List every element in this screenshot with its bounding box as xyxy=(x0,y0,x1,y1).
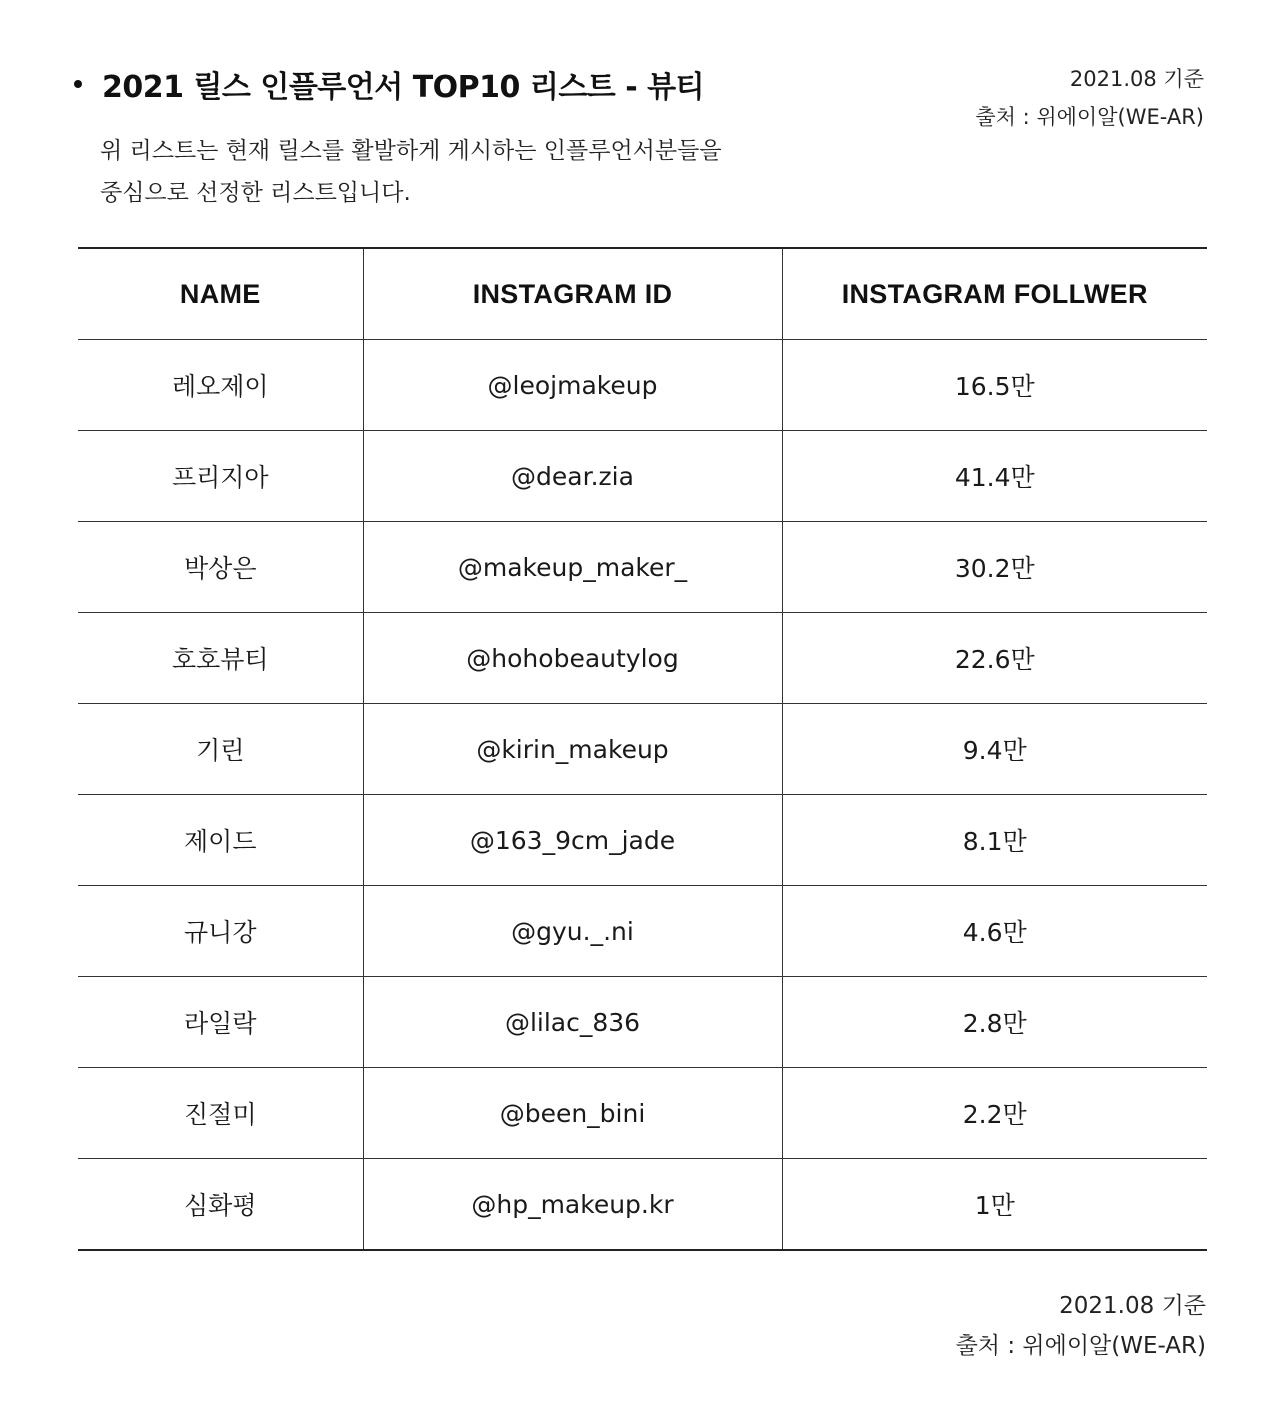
description xyxy=(100,130,800,214)
cell-name: 레오제이 xyxy=(78,340,363,431)
cell-follower: 8.1만 xyxy=(782,795,1207,886)
title-row xyxy=(70,62,704,106)
cell-instagram-id: @kirin_makeup xyxy=(363,704,782,795)
cell-name: 기린 xyxy=(78,704,363,795)
cell-instagram-id: @hohobeautylog xyxy=(363,613,782,704)
table-row xyxy=(78,886,1207,977)
table-row xyxy=(78,431,1207,522)
bullet-icon xyxy=(74,80,82,88)
reference-date: 2021.08 기준 xyxy=(1059,1293,1206,1319)
cell-name: 라일락 xyxy=(78,977,363,1068)
cell-name: 프리지아 xyxy=(78,431,363,522)
cell-instagram-id: @hp_makeup.kr xyxy=(363,1159,782,1251)
description-line: 위 리스트는 현재 릴스를 활발하게 게시하는 인플루언서분들을 xyxy=(100,138,722,164)
table-row xyxy=(78,613,1207,704)
cell-instagram-id: @gyu._.ni xyxy=(363,886,782,977)
cell-instagram-id: @leojmakeup xyxy=(363,340,782,431)
influencer-table xyxy=(78,247,1207,1251)
cell-follower: 4.6만 xyxy=(782,886,1207,977)
column-header-name: NAME xyxy=(78,248,363,340)
cell-instagram-id: @makeup_maker_ xyxy=(363,522,782,613)
table-row xyxy=(78,704,1207,795)
cell-follower: 16.5만 xyxy=(782,340,1207,431)
column-header-follower: INSTAGRAM FOLLWER xyxy=(782,248,1207,340)
cell-follower: 41.4만 xyxy=(782,431,1207,522)
table-body xyxy=(78,340,1207,1251)
meta-bottom xyxy=(956,1286,1206,1366)
cell-follower: 30.2만 xyxy=(782,522,1207,613)
table-row xyxy=(78,977,1207,1068)
source-note: 출처 : 위에이알(WE-AR) xyxy=(955,1333,1206,1359)
table-row xyxy=(78,522,1207,613)
table-header-row xyxy=(78,248,1207,340)
table-row xyxy=(78,795,1207,886)
cell-name: 진절미 xyxy=(78,1068,363,1159)
cell-name: 호호뷰티 xyxy=(78,613,363,704)
cell-name: 제이드 xyxy=(78,795,363,886)
page-title: 2021 릴스 인플루언서 TOP10 리스트 - 뷰티 xyxy=(102,70,705,105)
cell-follower: 1만 xyxy=(782,1159,1207,1251)
cell-follower: 22.6만 xyxy=(782,613,1207,704)
source-note: 출처 : 위에이알(WE-AR) xyxy=(975,105,1204,129)
reference-date: 2021.08 기준 xyxy=(1069,67,1204,91)
table-row xyxy=(78,1068,1207,1159)
cell-instagram-id: @163_9cm_jade xyxy=(363,795,782,886)
cell-follower: 2.8만 xyxy=(782,977,1207,1068)
table-row xyxy=(78,1159,1207,1251)
cell-follower: 2.2만 xyxy=(782,1068,1207,1159)
cell-instagram-id: @been_bini xyxy=(363,1068,782,1159)
cell-name: 규니강 xyxy=(78,886,363,977)
meta-top xyxy=(975,60,1204,136)
table-row xyxy=(78,340,1207,431)
cell-instagram-id: @lilac_836 xyxy=(363,977,782,1068)
cell-follower: 9.4만 xyxy=(782,704,1207,795)
description-line: 중심으로 선정한 리스트입니다. xyxy=(100,180,411,206)
cell-name: 박상은 xyxy=(78,522,363,613)
cell-instagram-id: @dear.zia xyxy=(363,431,782,522)
column-header-instagram-id: INSTAGRAM ID xyxy=(363,248,782,340)
cell-name: 심화평 xyxy=(78,1159,363,1251)
